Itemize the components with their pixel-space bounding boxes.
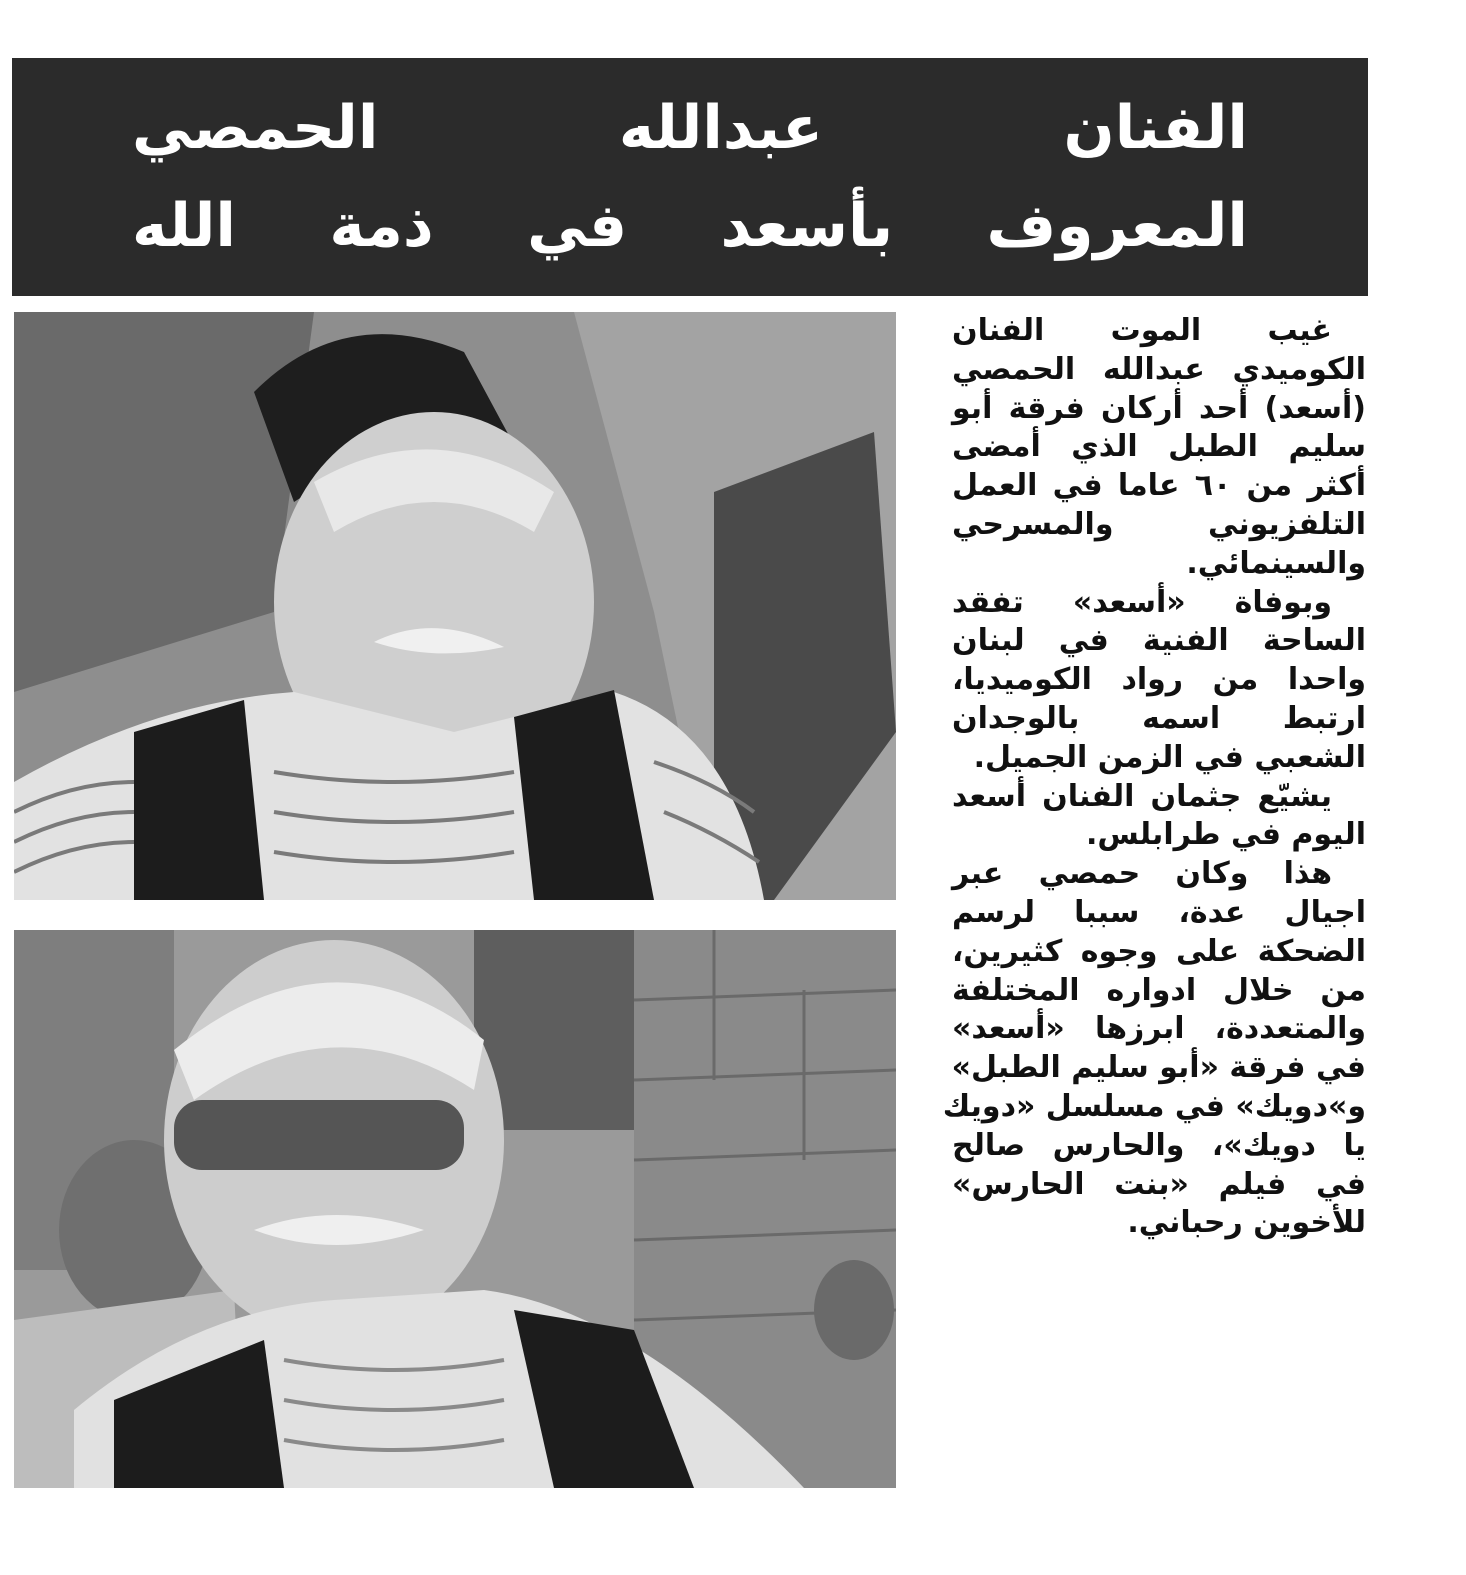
article-line: في فيلم «بنت الحارس» <box>952 1166 1366 1202</box>
article-line: اليوم في طرابلس. <box>1086 817 1366 853</box>
article-line: سليم الطبل الذي أمضى <box>952 429 1366 465</box>
article-line: الكوميدي عبدالله الحمصي <box>952 351 1366 387</box>
headline-banner <box>12 58 1368 296</box>
photo-portrait-fez <box>14 312 896 900</box>
article-line: الشعبي في الزمن الجميل. <box>973 739 1366 775</box>
article-line: وبوفاة «أسعد» تفقد <box>952 584 1332 620</box>
article-line: يشيّع جثمان الفنان أسعد <box>952 778 1332 814</box>
article-line: الساحة الفنية في لبنان <box>952 623 1366 659</box>
article-line: (أسعد) أحد أركان فرقة أبو <box>952 390 1366 426</box>
article-line: و»دويك» في مسلسل «دويك <box>942 1088 1366 1124</box>
article-line: غيب الموت الفنان <box>952 313 1332 348</box>
article-line: هذا وكان حمصي عبر <box>952 856 1332 892</box>
article-body <box>942 312 1366 1243</box>
article-line: الضحكة على وجوه كثيرين، <box>952 933 1366 969</box>
article-line: التلفزيوني والمسرحي <box>952 506 1366 542</box>
article-line: أكثر من ٦٠ عاما في العمل <box>952 468 1366 504</box>
headline-line-1: الفنان عبدالله الحمصي <box>132 93 1248 163</box>
article-line: للأخوين رحباني. <box>1127 1205 1366 1241</box>
article-line: اجيال عدة، سببا لرسم <box>952 894 1366 930</box>
article-line: والسينمائي. <box>1186 545 1366 581</box>
article-line: ارتبط اسمه بالوجدان <box>952 700 1366 736</box>
article-line: يا دويك»، والحارس صالح <box>952 1127 1366 1163</box>
photo-portrait-glasses <box>14 930 896 1488</box>
article-line: من خلال ادواره المختلفة <box>952 972 1366 1008</box>
headline-line-2: المعروف بأسعد في ذمة الله <box>132 191 1248 261</box>
article-line: واحدا من رواد الكوميديا، <box>952 662 1366 698</box>
article-line: والمتعددة، ابرزها «أسعد» <box>952 1011 1366 1047</box>
article-line: في فرقة «أبو سليم الطبل» <box>951 1050 1366 1086</box>
